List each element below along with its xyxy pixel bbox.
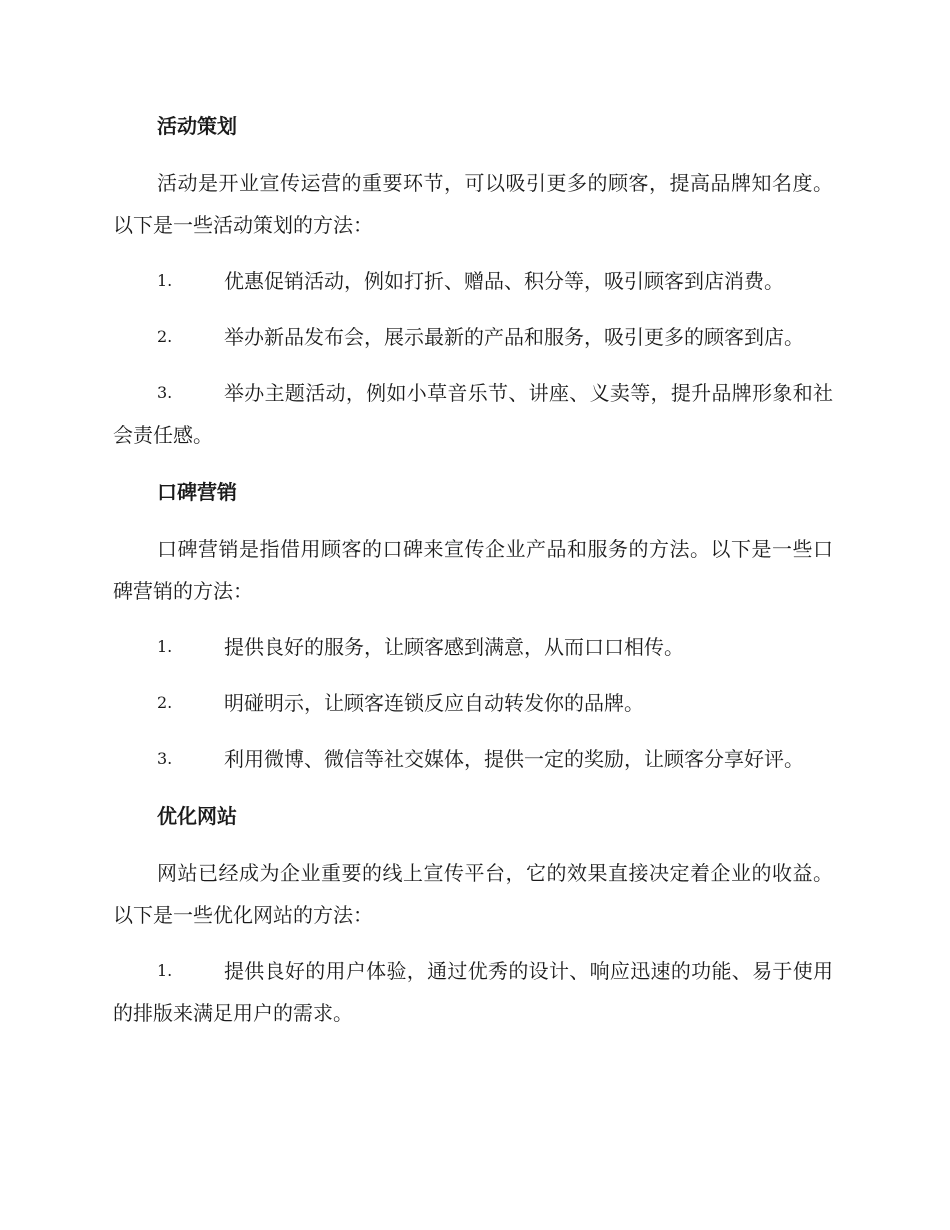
section-activity-planning: [113, 104, 833, 456]
list-item: [113, 316, 833, 358]
list-item: [113, 738, 833, 780]
list-number: 2.: [157, 327, 173, 346]
section-heading: 活动策划: [157, 114, 237, 138]
section-intro: 网站已经成为企业重要的线上宣传平台，它的效果直接决定着企业的收益。以下是一些优化网站的方法：: [113, 861, 833, 927]
list-item-text: 明碰明示，让顾客连锁反应自动转发你的品牌。: [224, 691, 644, 715]
section-intro: 口碑营销是指借用顾客的口碑来宣传企业产品和服务的方法。以下是一些口碑营销的方法：: [113, 537, 833, 603]
list-item-text: 利用微博、微信等社交媒体，提供一定的奖励，让顾客分享好评。: [224, 747, 804, 771]
document-body: [113, 104, 833, 1048]
section-heading: 优化网站: [157, 804, 237, 828]
list-item: [113, 372, 833, 456]
list-number: 1.: [157, 961, 173, 980]
list-item-text: 提供良好的服务，让顾客感到满意，从而口口相传。: [224, 635, 684, 659]
section-intro: 活动是开业宣传运营的重要环节，可以吸引更多的顾客，提高品牌知名度。以下是一些活动策划的方法：: [113, 171, 833, 237]
list-number: 3.: [157, 383, 173, 402]
section-website-optimization: [113, 794, 833, 1034]
list-item: [113, 950, 833, 1034]
list-item: [113, 626, 833, 668]
list-item: [113, 682, 833, 724]
list-number: 3.: [157, 749, 173, 768]
list-item-text: 优惠促销活动，例如打折、赠品、积分等，吸引顾客到店消费。: [224, 269, 784, 293]
list-number: 1.: [157, 637, 173, 656]
section-heading: 口碑营销: [157, 480, 237, 504]
list-item-text: 举办新品发布会，展示最新的产品和服务，吸引更多的顾客到店。: [224, 325, 804, 349]
list-number: 2.: [157, 693, 173, 712]
section-word-of-mouth: [113, 470, 833, 780]
list-item-text: 举办主题活动，例如小草音乐节、讲座、义卖等，提升品牌形象和社会责任感。: [113, 381, 833, 447]
list-number: 1.: [157, 271, 173, 290]
list-item-text: 提供良好的用户体验，通过优秀的设计、响应迅速的功能、易于使用的排版来满足用户的需求。: [113, 959, 833, 1025]
list-item: [113, 260, 833, 302]
